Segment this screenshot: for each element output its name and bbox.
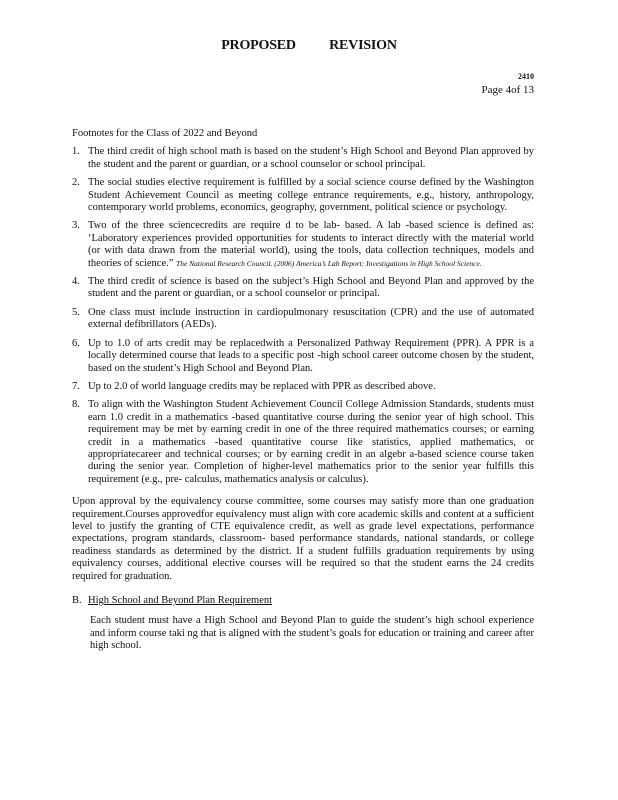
footnote-number: 2.	[72, 177, 80, 189]
footnote-item	[72, 146, 534, 171]
footnote-number: 6.	[72, 337, 80, 349]
footnote-item	[72, 177, 534, 214]
document-body	[72, 128, 534, 653]
footnote-text: Two of the three sciencecredits are require d to be lab- based. A lab -based science is defined as: ‘Laboratory experiences provided opportunities for students to interact directly with the material world (or with data drawn from the material world), using the tools, data collection techniques, models and theories of science.”	[88, 220, 534, 269]
footnote-number: 3.	[72, 220, 80, 232]
footnotes-heading: Footnotes for the Class of 2022 and Beyond	[72, 128, 258, 139]
footnote-number: 8.	[72, 399, 80, 411]
footnote-item	[72, 276, 534, 301]
footnote-item	[72, 381, 534, 393]
footnote-text: To align with the Washington Student Achievement Council College Admission Standards, students must earn 1.0 credit in a mathematics -based quantitative course during the senior year of high school. This requirement may be met by earning credit in one of the three required mathematics courses; or earning credit in a mathematics -based quantitative course like statistics, applied mathematics, or appropriatecareer and technical courses; or by earning credit in an algebr a-based science course taken during the senior year. Completion of higher-level mathematics prior to the senior year fulfills this requirement (e.g., pre- calculus, mathematics analysis or calculus).	[88, 399, 534, 485]
footnote-text: Up to 1.0 of arts credit may be replacedwith a Personalized Pathway Requirement (PPR). A PPR is a locally determined course that leads to a specific post -high school career outcome chosen by the student, based on the student’s High School and Beyond Plan.	[88, 337, 534, 374]
section-letter: B.	[72, 595, 82, 606]
footnote-number: 1.	[72, 146, 80, 158]
footnote-item	[72, 220, 534, 270]
section-heading: High School and Beyond Plan Requirement	[88, 595, 273, 606]
section-b-text: Each student must have a High School and Beyond Plan to guide the student’s high school experience and inform course taki ng that is aligned with the student’s goals for education or training and career after high school.	[90, 615, 534, 652]
page-number: Page 4of 13	[481, 84, 534, 96]
footnote-text: The third credit of science is based on the subject’s High School and Beyond Plan and approved by the student and the parent or guardian, or a school counselor or principal.	[88, 276, 534, 300]
footnote-text: The third credit of high school math is based on the student’s High School and Beyond Plan approved by the student and the parent or guardian, or a school counselor or school principal.	[88, 146, 534, 170]
footnote-text: One class must include instruction in cardiopulmonary resuscitation (CPR) and the use of automated external defibrillators (AEDs).	[88, 306, 534, 331]
section-b-header	[72, 595, 534, 607]
footnote-item	[72, 399, 534, 486]
footnote-number: 5.	[72, 306, 80, 318]
section-b	[72, 595, 534, 653]
footnote-item	[72, 307, 534, 332]
footnotes-list	[72, 146, 534, 486]
footnote-number: 4.	[72, 276, 80, 288]
footnote-text: The social studies elective requirement is fulfilled by a social science course defined by the Washington Student Achievement Council as meeting college entrance requirements, e.g., history, anthropology, contemporary world problems, economics, geography, government, political science or psychology.	[88, 177, 534, 214]
footnote-item	[72, 338, 534, 375]
footnote-citation: The National Research Council. (2006) America’s Lab Report: Investigations in High School Science.	[176, 258, 482, 268]
equivalency-paragraph: Upon approval by the equivalency course committee, some courses may satisfy more than one graduation requirement.Courses approvedfor equivalency must align with core academic skills and content at a sufficient level to justify the granting of CTE equivalence credit, as well as grade level expectations, performance expectations, program standards, classroom- based performance standards, national standards, or college readiness standards as determined by the district. If a student fulfills graduation requirements by using equivalency courses, additional elective courses will be required so that the student earns the 24 credits required for graduation.	[72, 496, 534, 582]
footnote-number: 7.	[72, 380, 80, 392]
footnote-text: Up to 2.0 of world language credits may be replaced with PPR as described above.	[88, 380, 436, 392]
policy-number: 2410	[518, 72, 534, 81]
page-title: PROPOSED REVISION	[221, 38, 397, 53]
